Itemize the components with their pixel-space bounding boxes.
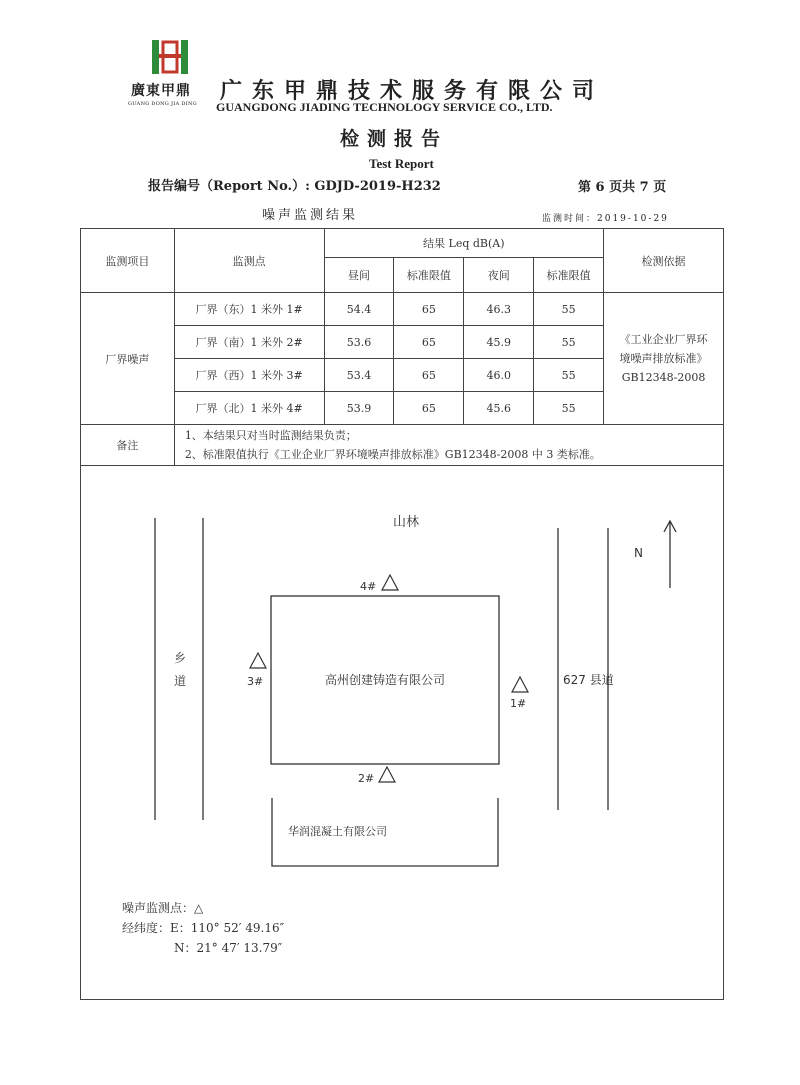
west-road-label: 乡 bbox=[174, 651, 187, 665]
day-cell: 54.4 bbox=[324, 293, 394, 326]
monitor-point-2-icon bbox=[379, 767, 395, 782]
header-day: 昼间 bbox=[324, 258, 394, 293]
monitor-point-1-label: 1# bbox=[510, 697, 527, 710]
night-limit-cell: 55 bbox=[534, 293, 604, 326]
night-cell: 46.0 bbox=[464, 359, 534, 392]
basis-line: 境噪声排放标准》 bbox=[619, 352, 708, 365]
report-title-cn: 检测报告 bbox=[340, 128, 449, 150]
company-site-label: 高州创建铸造有限公司 bbox=[324, 673, 446, 687]
basis-cell bbox=[604, 293, 724, 425]
table-row bbox=[81, 293, 724, 326]
header-night: 夜间 bbox=[464, 258, 534, 293]
day-cell: 53.9 bbox=[324, 392, 394, 425]
monitor-point-3-label: 3# bbox=[247, 675, 264, 688]
night-cell: 45.9 bbox=[464, 326, 534, 359]
logo-english-name: GUANG DONG JIA DING bbox=[128, 101, 197, 107]
point-cell: 厂界（南）1 米外 2# bbox=[174, 326, 324, 359]
night-cell: 45.6 bbox=[464, 392, 534, 425]
day-limit-cell: 65 bbox=[394, 326, 464, 359]
point-cell: 厂界（北）1 米外 4# bbox=[174, 392, 324, 425]
report-number: 报告编号（Report No.）: GDJD-2019-H232 bbox=[148, 179, 441, 194]
company-name-cn: 广东甲鼎技术服务有限公司 bbox=[220, 78, 605, 104]
monitor-point-4-icon bbox=[382, 575, 398, 590]
diagram-legend bbox=[122, 898, 284, 958]
page-number: 第 6 页共 7 页 bbox=[578, 180, 667, 195]
header-result: 结果 Leq dB(A) bbox=[324, 229, 604, 258]
legend-latitude: N：21° 47′ 13.79″ bbox=[174, 941, 283, 955]
point-cell: 厂界（西）1 米外 3# bbox=[174, 359, 324, 392]
company-name-en: GUANGDONG JIADING TECHNOLOGY SERVICE CO., LTD. bbox=[216, 100, 553, 114]
day-cell: 53.6 bbox=[324, 326, 394, 359]
north-label: N bbox=[634, 546, 643, 560]
day-cell: 53.4 bbox=[324, 359, 394, 392]
basis-line: GB12348-2008 bbox=[621, 371, 706, 384]
neighbor-site-label: 华润混凝土有限公司 bbox=[288, 825, 387, 838]
header-item: 监测项目 bbox=[81, 229, 175, 293]
monitor-point-1-icon bbox=[512, 677, 528, 692]
report-title-en: Test Report bbox=[369, 156, 434, 171]
east-road-label: 627 县道 bbox=[563, 673, 614, 687]
basis-line: 《工业企业厂界环 bbox=[619, 333, 708, 346]
night-limit-cell: 55 bbox=[534, 392, 604, 425]
header-night-limit: 标准限值 bbox=[534, 258, 604, 293]
monitor-time: 监测时间：2019-10-29 bbox=[542, 214, 669, 224]
legend-marker: 噪声监测点：△ bbox=[122, 901, 204, 915]
day-limit-cell: 65 bbox=[394, 293, 464, 326]
monitor-point-3-icon bbox=[250, 653, 266, 668]
point-cell: 厂界（东）1 米外 1# bbox=[174, 293, 324, 326]
night-cell: 46.3 bbox=[464, 293, 534, 326]
monitor-point-4-label: 4# bbox=[360, 580, 377, 593]
section-title: 噪声监测结果 bbox=[262, 208, 359, 223]
header-basis: 检测依据 bbox=[604, 229, 724, 293]
note-line: 2、标准限值执行《工业企业厂界环境噪声排放标准》GB12348-2008 中 3 类标准。 bbox=[184, 448, 601, 461]
table-header-row bbox=[81, 229, 724, 258]
noise-results-table bbox=[80, 228, 724, 466]
monitor-point-2-label: 2# bbox=[358, 772, 375, 785]
logo-chinese-name: 廣東甲鼎 bbox=[131, 83, 191, 99]
company-logo-icon bbox=[150, 38, 190, 76]
north-area-label: 山林 bbox=[393, 515, 420, 530]
day-limit-cell: 65 bbox=[394, 359, 464, 392]
header-day-limit: 标准限值 bbox=[394, 258, 464, 293]
item-cell: 厂界噪声 bbox=[81, 293, 175, 425]
note-label: 备注 bbox=[81, 425, 175, 466]
note-line: 1、本结果只对当时监测结果负责； bbox=[184, 429, 357, 442]
day-limit-cell: 65 bbox=[394, 392, 464, 425]
night-limit-cell: 55 bbox=[534, 326, 604, 359]
west-road-label: 道 bbox=[174, 674, 187, 688]
night-limit-cell: 55 bbox=[534, 359, 604, 392]
legend-coordinates: 经纬度：E：110° 52′ 49.16″ bbox=[122, 921, 285, 935]
header-point: 监测点 bbox=[174, 229, 324, 293]
